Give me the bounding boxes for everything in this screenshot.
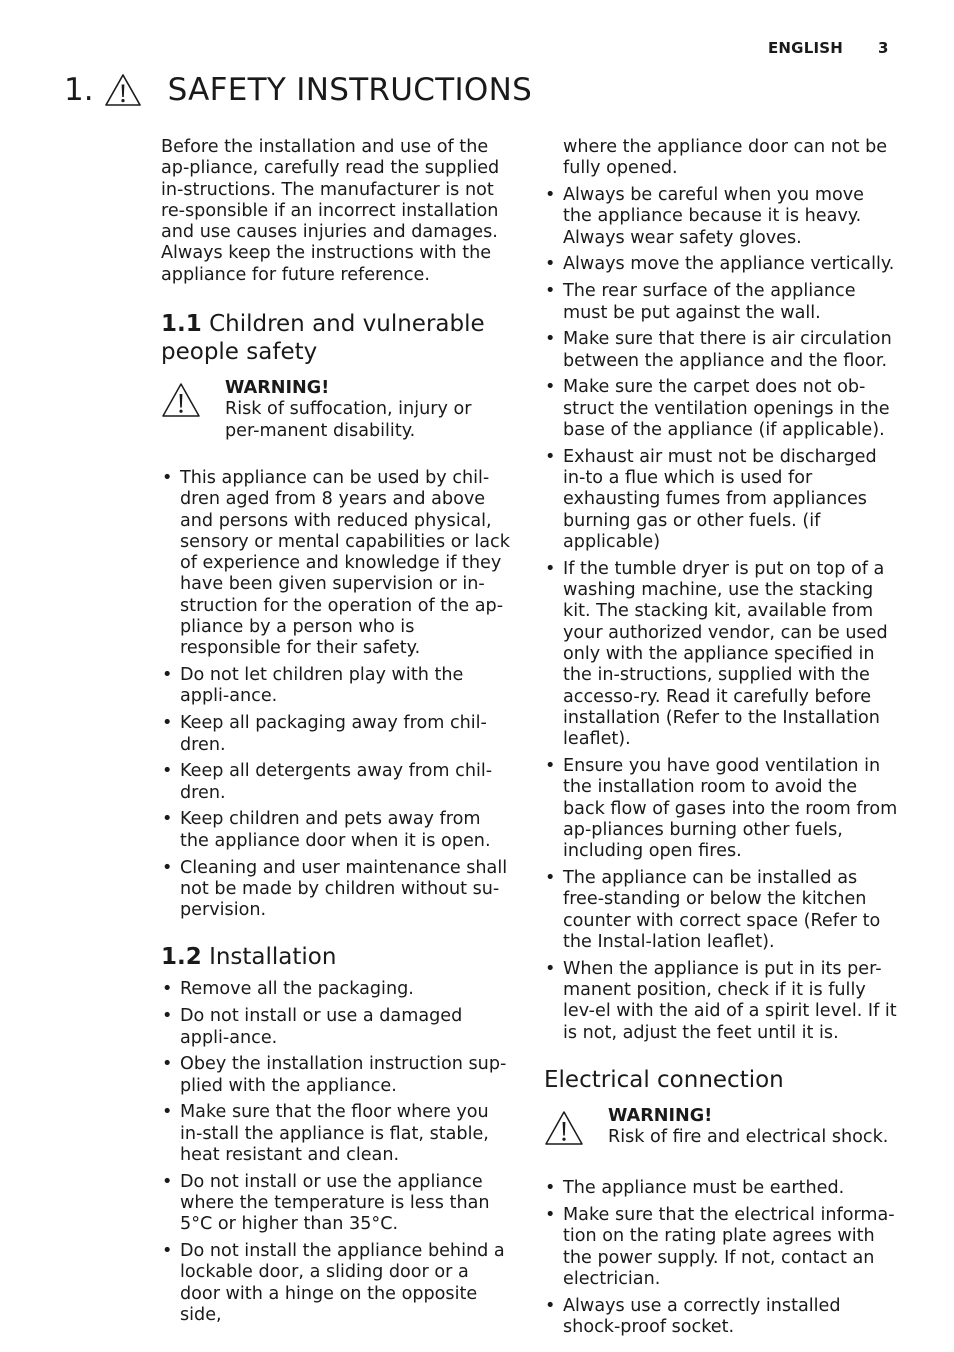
list-item: • Make sure that the electrical informa-tion on the rating plate agrees with the power supply. If not, contact an electrician. <box>544 1205 898 1290</box>
warning-title: WARNING! <box>225 378 330 399</box>
section-title: Children and vulnerable people safety <box>161 311 485 366</box>
section-heading-installation <box>161 943 511 971</box>
installation-list-continued <box>544 185 898 1044</box>
section-number: 1.1 <box>161 311 202 338</box>
warning-text: Risk of suffocation, injury or per-manent disability. <box>225 399 472 441</box>
warning-title: WARNING! <box>608 1105 713 1126</box>
left-column <box>161 137 511 1332</box>
list-item: • This appliance can be used by chil-dren aged from 8 years and above and persons with reduced physical, sensory or mental capabilities or lack of experience and knowledge if they have been given supervision or in-struction for the operation of the ap-pliance by a person who is responsible for their safety. <box>161 468 511 660</box>
section-title: Installation <box>209 944 337 971</box>
list-item: • The appliance must be earthed. <box>544 1178 898 1199</box>
list-item: • If the tumble dryer is put on top of a washing machine, use the stacking kit. The stacking kit, available from your authorized vendor, can be used only with the appliance specified in the in-structions, supplied with the accesso-ry. Read it carefully before installation (Refer to the Installation leaflet). <box>544 559 898 751</box>
list-item: • Make sure the carpet does not ob-struct the ventilation openings in the base of the appliance (if applicable). <box>544 377 898 441</box>
warning-box-children <box>161 378 511 442</box>
section-heading-electrical <box>544 1066 898 1094</box>
right-column <box>544 137 898 1344</box>
list-item-continuation: where the appliance door can not be fully opened. <box>563 137 888 179</box>
chapter-title: SAFETY INSTRUCTIONS <box>167 72 533 108</box>
electrical-list <box>544 1178 898 1338</box>
list-item: • Make sure that the floor where you in-stall the appliance is flat, stable, heat resistant and clean. <box>161 1102 511 1166</box>
list-item: • Do not let children play with the appli-ance. <box>161 665 511 708</box>
list-item: • Remove all the packaging. <box>161 979 511 1000</box>
list-item: • Do not install or use the appliance where the temperature is less than 5°C or higher than 35°C. <box>161 1172 511 1236</box>
list-item: • Keep all packaging away from chil-dren. <box>161 713 511 756</box>
warning-triangle-icon <box>544 1106 584 1152</box>
section-title: Electrical connection <box>544 1066 784 1093</box>
list-item: • Always use a correctly installed shock-proof socket. <box>544 1296 898 1339</box>
list-item: • Obey the installation instruction sup-plied with the appliance. <box>161 1054 511 1097</box>
list-item: • Cleaning and user maintenance shall not be made by children without su-pervision. <box>161 858 511 922</box>
list-item: • Always be careful when you move the appliance because it is heavy. Always wear safety gloves. <box>544 185 898 249</box>
list-item: • Keep children and pets away from the appliance door when it is open. <box>161 809 511 852</box>
list-item: • Make sure that there is air circulation between the appliance and the floor. <box>544 329 898 372</box>
warning-triangle-icon <box>161 378 201 442</box>
warning-text: Risk of fire and electrical shock. <box>608 1127 889 1148</box>
list-item: • Ensure you have good ventilation in the installation room to avoid the back flow of gases into the room from ap-pliances burning other fuels, including open fires. <box>544 756 898 862</box>
list-item: • When the appliance is put in its per-manent position, check if it is fully lev-el with the aid of a spirit level. If it is not, adjust the feet until it is. <box>544 959 898 1044</box>
installation-list <box>161 979 511 1326</box>
list-item: • Do not install the appliance behind a lockable door, a sliding door or a door with a hinge on the opposite side, <box>161 1241 511 1326</box>
children-safety-list <box>161 468 511 921</box>
section-heading-children <box>161 310 511 366</box>
list-item: • The rear surface of the appliance must be put against the wall. <box>544 281 898 324</box>
list-item: • The appliance can be installed as free-standing or below the kitchen counter with correct space (Refer to the Instal-lation leaflet). <box>544 868 898 953</box>
list-item: • Exhaust air must not be discharged in-to a flue which is used for exhausting fumes from appliances burning gas or other fuels. (if applicable) <box>544 447 898 553</box>
warning-triangle-icon <box>104 73 142 107</box>
section-number: 1.2 <box>161 944 202 971</box>
list-item: • Keep all detergents away from chil-dren. <box>161 761 511 804</box>
intro-paragraph: Before the installation and use of the ap-pliance, carefully read the supplied in-structions. The manufacturer is not re-sponsible if an incorrect installation and use causes injuries and damages. Always keep the instructions with the appliance for future reference. <box>161 137 500 285</box>
list-item: • Do not install or use a damaged appli-ance. <box>161 1006 511 1049</box>
list-item: • Always move the appliance vertically. <box>544 254 898 275</box>
header-language: ENGLISH <box>767 39 843 57</box>
warning-box-electrical <box>544 1106 898 1152</box>
page-number: 3 <box>878 39 889 57</box>
chapter-number: 1. <box>64 72 94 108</box>
chapter-heading <box>64 66 532 114</box>
